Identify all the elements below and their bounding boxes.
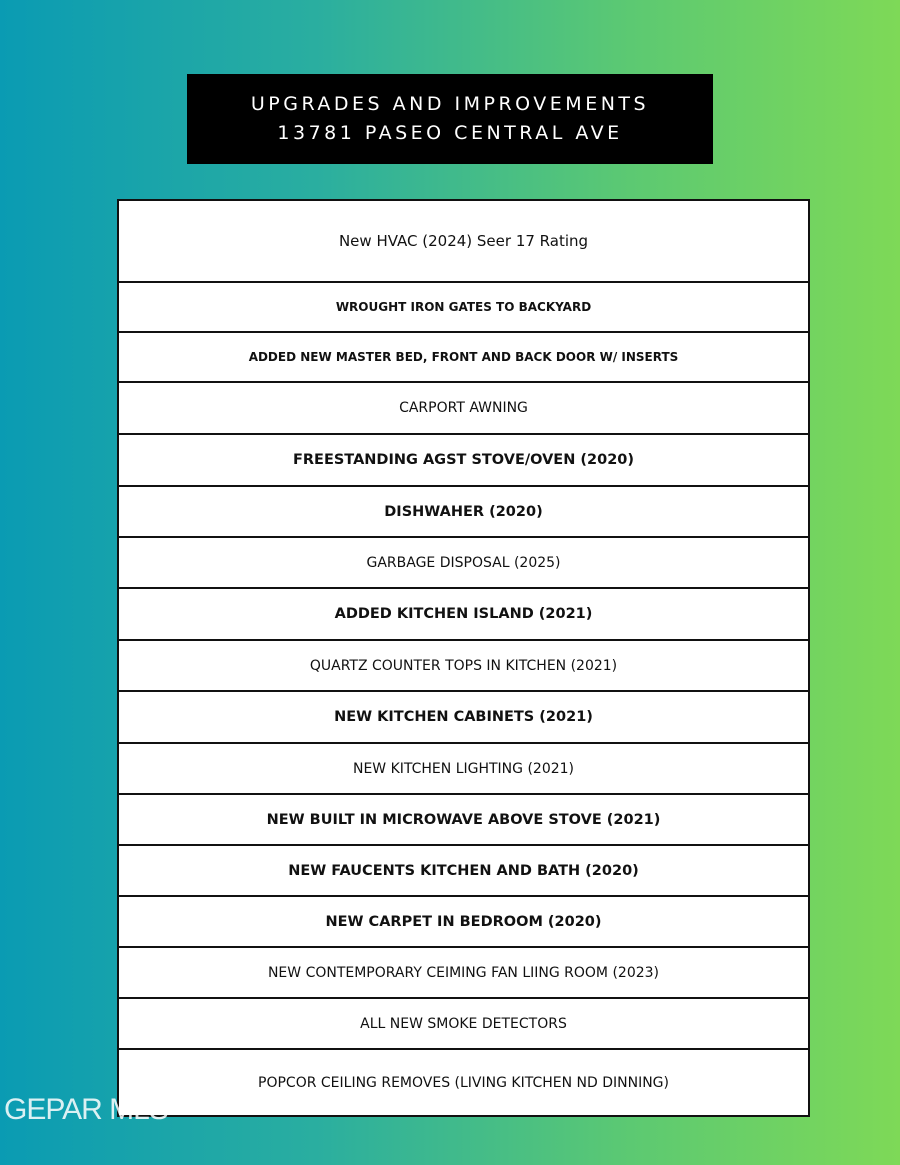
list-item: POPCOR CEILING REMOVES (LIVING KITCHEN ND DINNING) (119, 1048, 808, 1115)
list-item: FREESTANDING AGST STOVE/OVEN (2020) (119, 433, 808, 485)
list-item: WROUGHT IRON GATES TO BACKYARD (119, 281, 808, 331)
list-item: GARBAGE DISPOSAL (2025) (119, 536, 808, 587)
list-item: DISHWAHER (2020) (119, 485, 808, 536)
list-item: QUARTZ COUNTER TOPS IN KITCHEN (2021) (119, 639, 808, 690)
title-heading: UPGRADES AND IMPROVEMENTS (250, 93, 650, 115)
list-item: NEW KITCHEN CABINETS (2021) (119, 690, 808, 742)
list-item: NEW FAUCENTS KITCHEN AND BATH (2020) (119, 844, 808, 895)
list-item: NEW KITCHEN LIGHTING (2021) (119, 742, 808, 793)
upgrades-list (117, 199, 810, 1117)
list-item: NEW CONTEMPORARY CEIMING FAN LIING ROOM (2023) (119, 946, 808, 997)
list-item: ADDED KITCHEN ISLAND (2021) (119, 587, 808, 639)
list-item: NEW CARPET IN BEDROOM (2020) (119, 895, 808, 946)
list-item: New HVAC (2024) Seer 17 Rating (338, 232, 589, 250)
title-banner (187, 74, 713, 164)
list-item: ALL NEW SMOKE DETECTORS (119, 997, 808, 1048)
property-address: 13781 PASEO CENTRAL AVE (277, 122, 623, 144)
mls-watermark: GEPAR MLS (4, 1093, 168, 1126)
list-item: ADDED NEW MASTER BED, FRONT AND BACK DOOR W/ INSERTS (119, 331, 808, 381)
list-item: CARPORT AWNING (119, 381, 808, 433)
list-item: NEW BUILT IN MICROWAVE ABOVE STOVE (2021) (119, 793, 808, 844)
